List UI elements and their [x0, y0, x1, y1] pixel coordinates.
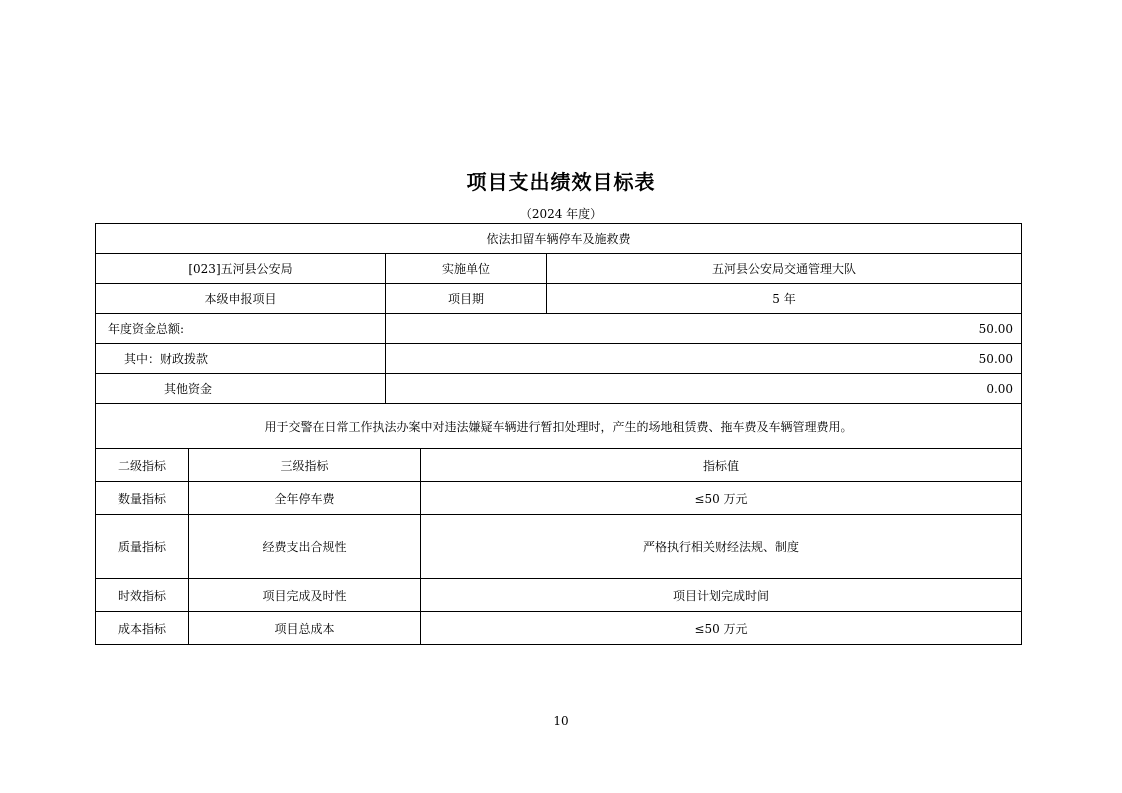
indicator-row [96, 579, 1022, 612]
period-value: 5 年 [547, 284, 1022, 314]
project-name: 依法扣留车辆停车及施救费 [96, 224, 1022, 254]
department-cell: [023]五河县公安局 [96, 254, 386, 284]
fund-label: 其中：财政拨款 [96, 344, 386, 374]
fund-value: 50.00 [386, 314, 1022, 344]
project-name-row [96, 224, 1022, 254]
indicator-level3: 全年停车费 [189, 482, 421, 515]
fund-row [96, 314, 1022, 344]
indicator-value: ≤50 万元 [421, 612, 1022, 645]
indicator-level2: 成本指标 [96, 612, 189, 645]
header-value: 指标值 [421, 449, 1022, 482]
page-number: 10 [553, 714, 569, 728]
indicator-row [96, 612, 1022, 645]
year-subtitle: （2024 年度） [519, 207, 603, 221]
period-row [96, 284, 1022, 314]
indicator-level2: 数量指标 [96, 482, 189, 515]
fund-label: 年度资金总额: [96, 314, 386, 344]
project-type-cell: 本级申报项目 [96, 284, 386, 314]
unit-row [96, 254, 1022, 284]
indicator-level2: 质量指标 [96, 515, 189, 579]
indicator-value: 项目计划完成时间 [421, 579, 1022, 612]
fund-label: 其他资金 [96, 374, 386, 404]
indicator-level3: 项目总成本 [189, 612, 421, 645]
header-level2: 二级指标 [96, 449, 189, 482]
header-level3: 三级指标 [189, 449, 421, 482]
impl-unit-label: 实施单位 [386, 254, 547, 284]
indicator-level3: 项目完成及时性 [189, 579, 421, 612]
indicator-value: 严格执行相关财经法规、制度 [421, 515, 1022, 579]
indicator-level3: 经费支出合规性 [189, 515, 421, 579]
goal-row [96, 404, 1022, 449]
fund-value: 50.00 [386, 344, 1022, 374]
project-info-table [95, 223, 1022, 449]
performance-goal: 用于交警在日常工作执法办案中对违法嫌疑车辆进行暂扣处理时，产生的场地租赁费、拖车费及车辆管理费用。 [96, 404, 1022, 449]
period-label: 项目期 [386, 284, 547, 314]
indicator-row [96, 482, 1022, 515]
impl-unit-value: 五河县公安局交通管理大队 [547, 254, 1022, 284]
indicator-level2: 时效指标 [96, 579, 189, 612]
indicator-row [96, 515, 1022, 579]
page-title: 项目支出绩效目标表 [466, 170, 656, 194]
fund-row [96, 344, 1022, 374]
indicator-header-row [96, 449, 1022, 482]
fund-row [96, 374, 1022, 404]
indicator-table [95, 448, 1022, 645]
indicator-value: ≤50 万元 [421, 482, 1022, 515]
fund-value: 0.00 [386, 374, 1022, 404]
